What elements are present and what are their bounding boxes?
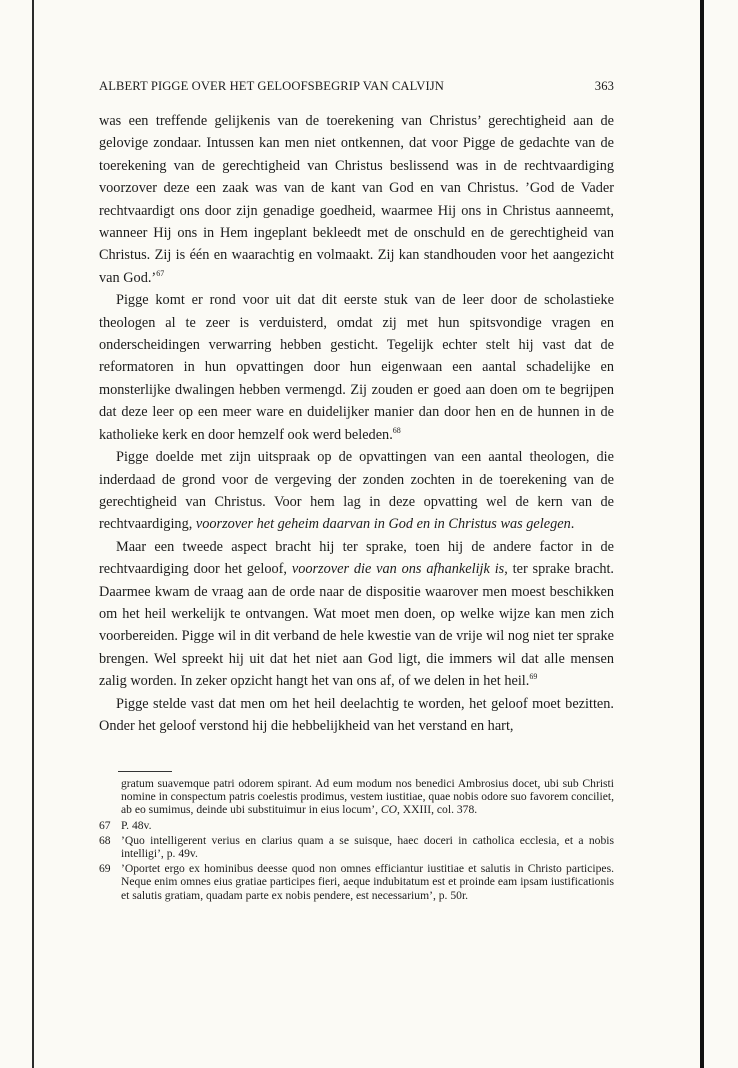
paragraph-2 — [99, 289, 614, 446]
paragraph-3-text: Pigge doelde met zijn uitspraak op de opvattingen van een aantal theologen, die inderdaad de grond voor de vergeving der zonden zochten in de toerekening van de gerechtigheid van Christus. Voor hem lag in deze opvatting wel de kern van de rechtvaardiging, — [99, 449, 614, 533]
footnotes — [99, 777, 614, 904]
scan-edge-right — [700, 0, 704, 1068]
footnote-69 — [99, 862, 614, 902]
paragraph-5 — [99, 693, 614, 738]
paragraph-4-text-a: Maar een tweede aspect bracht hij ter sprake, toen hij de andere factor in de rechtvaardiging door het geloof, — [99, 538, 614, 578]
note-ref-68: 68 — [392, 425, 401, 435]
footnote-68-text: ’Quo intelligerent verius en clarius quam a se suisque, haec doceri in catholica ecclesia, et a nobis intelligi’, p. 49v. — [121, 833, 614, 861]
paragraph-2-text: Pigge komt er rond voor uit dat dit eerste stuk van de leer door de scholastieke theologen al te zeer is verduisterd, omdat zij met hun spitsvondige vragen en onderscheidingen verwarring hebben gesticht. Tegelijk echter stelt hij vast dat de reformatoren in hun opvattingen door hun eigenwaan een aantal schadelijke en monsterlijke dwalingen hebben vermengd. Zij zouden er goed aan doen om te begrijpen dat deze leer op een meer ware en duidelijker manier dan door hen en de hunnen in de katholieke kerk en door hemzelf ook werd beleden. — [99, 292, 614, 443]
paragraph-4-text-b: , ter sprake bracht. Daarmee kwam de vraag aan de orde naar de dispositie waarover men moest beschikken om het heil werkelijk te ontvangen. Wat moet men doen, op welke wijze kan men zich voorbereiden. Pigge wil in dit verband de hele kwestie van de vrije wil nog niet ter sprake brengen. Wel spreekt hij uit dat het niet aan God ligt, die immers wil dat alle mensen zalig worden. In zeker opzicht hangt het van ons af, of we delen in het heil. — [99, 561, 615, 690]
paragraph-3-italic: voorzover het geheim daarvan in God en in Christus was gelegen — [195, 516, 571, 533]
note-ref-67: 67 — [156, 269, 165, 279]
running-header — [99, 79, 614, 95]
footnote-67-number: 67 — [99, 818, 111, 832]
page-number: 363 — [594, 79, 614, 93]
footnote-67-text: P. 48v. — [121, 818, 152, 832]
paragraph-1-text: was een treffende gelijkenis van de toerekening van Christus’ gerechtigheid aan de gelovige zondaar. Intussen kan men niet ontkennen, dat voor Pigge de gedachte van de toerekening van de gerechtigheid van Christus beslissend was in de rechtvaardiging voorzover deze een zaak was van de kant van God en van Christus. ’God de Vader rechtvaardigt ons door zijn genadige goedheid, waarmee Hij ons in Christus aanneemt, wanneer Hij ons in Hem ingeplant bekleedt met de onschuld en de gerechtigheid van Christus. Zij is één en waarachtig en volmaakt. Zij kan standhouden voor het aangezicht van God.’ — [99, 113, 614, 286]
paragraph-3-end: . — [570, 516, 575, 533]
paragraph-3 — [99, 446, 614, 536]
running-title: ALBERT PIGGE OVER HET GELOOFSBEGRIP VAN CALVIJN — [99, 79, 444, 93]
footnote-continuation-text-a: gratum suavemque patri odorem spirant. Ad eum modum nos benedici Ambrosius docet, ubi sub Christi nomine in conspectum patris coelestis prodimus, vestem iustitiae, quae nobis odore suo favorem conciliet, ab eo sumimus, deinde ubi substituimur in eius locum’, — [121, 777, 614, 817]
footnote-67 — [99, 819, 614, 832]
body-text — [99, 110, 614, 737]
footnote-68 — [99, 834, 614, 860]
footnote-rule — [118, 771, 172, 772]
footnote-continuation-text-b: , XXIII, col. 378. — [396, 803, 478, 817]
footnote-68-number: 68 — [99, 833, 111, 847]
footnote-69-text: ’Oportet ergo ex hominibus deesse quod non omnes efficiantur iustitiae et salutis in Christo participes. Neque enim omnes eius gratiae participes fieri, aeque indubitatum est et proinde eam ipsam iustificationis et salutis gratiam, quadam parte ex nobis pendere, est necessarium’, p. 50r. — [121, 862, 614, 902]
paragraph-4 — [99, 536, 614, 693]
note-ref-69: 69 — [529, 672, 538, 682]
scan-edge-left — [32, 0, 34, 1068]
paragraph-4-italic: voorzover die van ons afhankelijk is — [291, 561, 505, 578]
paragraph-1 — [99, 110, 614, 289]
footnote-69-number: 69 — [99, 862, 111, 876]
footnote-continuation — [99, 777, 614, 817]
footnote-continuation-italic: CO — [380, 803, 397, 817]
paragraph-5-text: Pigge stelde vast dat men om het heil deelachtig te worden, het geloof moet bezitten. Onder het geloof verstond hij die hebbelijkheid van het verstand en hart, — [99, 695, 614, 734]
